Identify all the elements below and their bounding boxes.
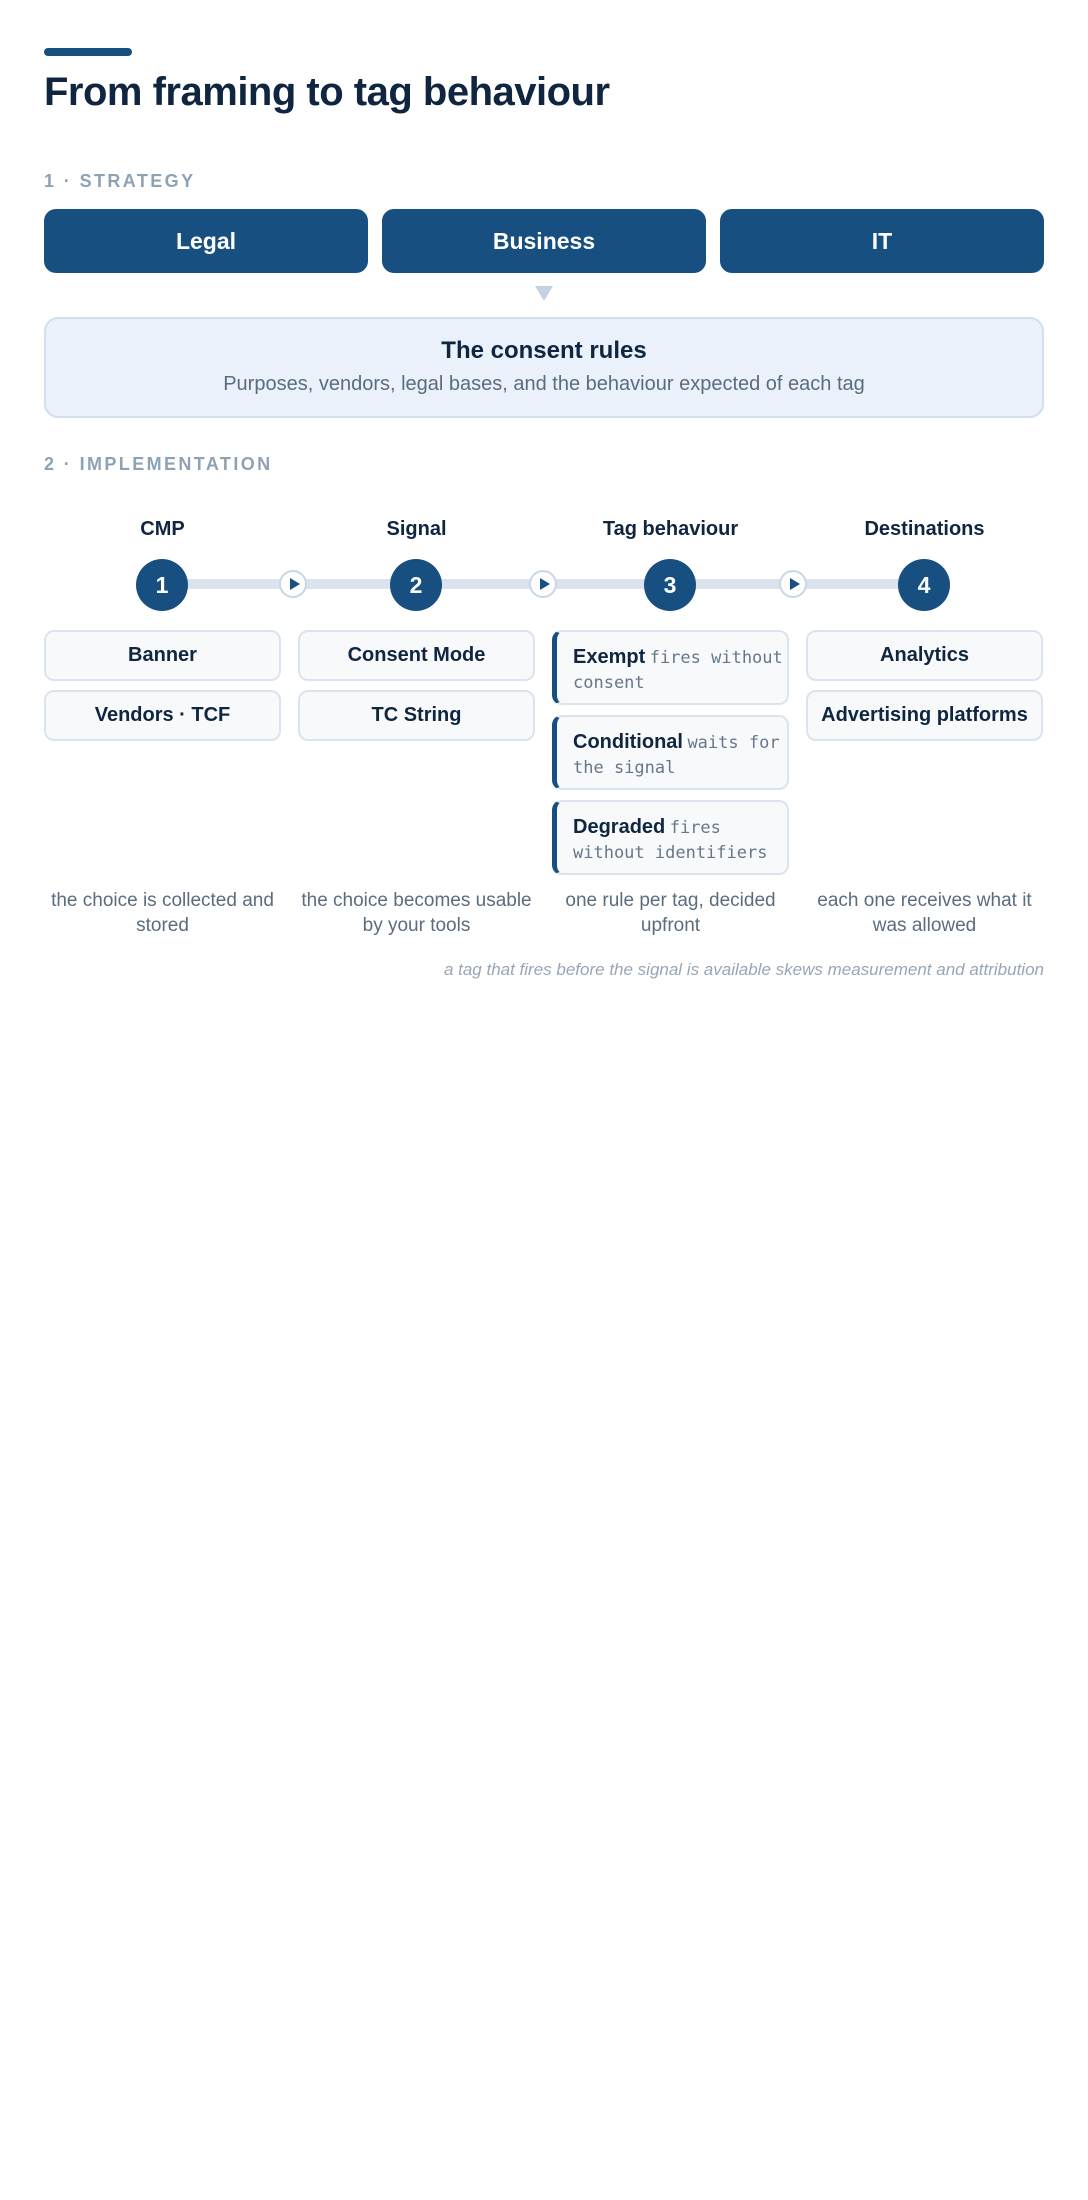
step-number-2: 2	[390, 559, 442, 611]
step-number-3: 3	[644, 559, 696, 611]
item-advertising-platforms: Advertising platforms	[806, 690, 1043, 741]
step-caption-destinations: each one receives what it was allowed	[817, 890, 1032, 936]
step-heading-cmp: CMP	[140, 518, 185, 540]
strategy-section-label: 1 · STRATEGY	[44, 171, 196, 191]
item-consent-mode: Consent Mode	[298, 630, 535, 681]
page-title: From framing to tag behaviour	[44, 70, 610, 114]
implementation-section-label: 2 · IMPLEMENTATION	[44, 454, 273, 474]
rule-name: Exempt	[573, 646, 646, 668]
rule-description: fires without consent	[573, 648, 783, 693]
step-heading-tag-behaviour: Tag behaviour	[602, 518, 739, 540]
footnote: a tag that fires before the signal is available skews measurement and attribution	[443, 960, 1044, 979]
item-analytics: Analytics	[806, 630, 1043, 681]
rule-description: waits for the signal	[573, 733, 780, 778]
down-arrow-icon	[535, 286, 553, 301]
consent-rules-subtitle: Purposes, vendors, legal bases, and the behaviour expected of each tag	[223, 373, 865, 395]
consent-rules-box	[44, 317, 1044, 418]
step-caption-tag-behaviour: one rule per tag, decided upfront	[565, 890, 776, 936]
item-tc-string: TC String	[298, 690, 535, 741]
step-heading-destinations: Destinations	[864, 518, 985, 540]
play-arrow-icon	[779, 570, 807, 598]
title-accent-bar	[44, 48, 132, 56]
stakeholder-row	[44, 209, 1044, 273]
step-caption-signal: the choice becomes usable by your tools	[301, 890, 532, 936]
stakeholder-business: Business	[382, 209, 706, 273]
consent-rules-title: The consent rules	[441, 337, 647, 364]
rule-description: fires without identifiers	[573, 818, 768, 863]
stakeholder-it: IT	[720, 209, 1044, 273]
rule-conditional	[552, 715, 789, 790]
item-banner: Banner	[44, 630, 281, 681]
step-heading-signal: Signal	[386, 518, 447, 540]
step-number-1: 1	[136, 559, 188, 611]
play-arrow-icon	[279, 570, 307, 598]
stakeholder-legal: Legal	[44, 209, 368, 273]
rule-name: Degraded	[573, 816, 666, 838]
rule-exempt	[552, 630, 789, 705]
step-number-4: 4	[898, 559, 950, 611]
rule-degraded	[552, 800, 789, 875]
step-caption-cmp: the choice is collected and stored	[51, 890, 274, 936]
rule-name: Conditional	[573, 731, 683, 753]
item-vendors-tcf: Vendors · TCF	[44, 690, 281, 741]
play-arrow-icon	[529, 570, 557, 598]
